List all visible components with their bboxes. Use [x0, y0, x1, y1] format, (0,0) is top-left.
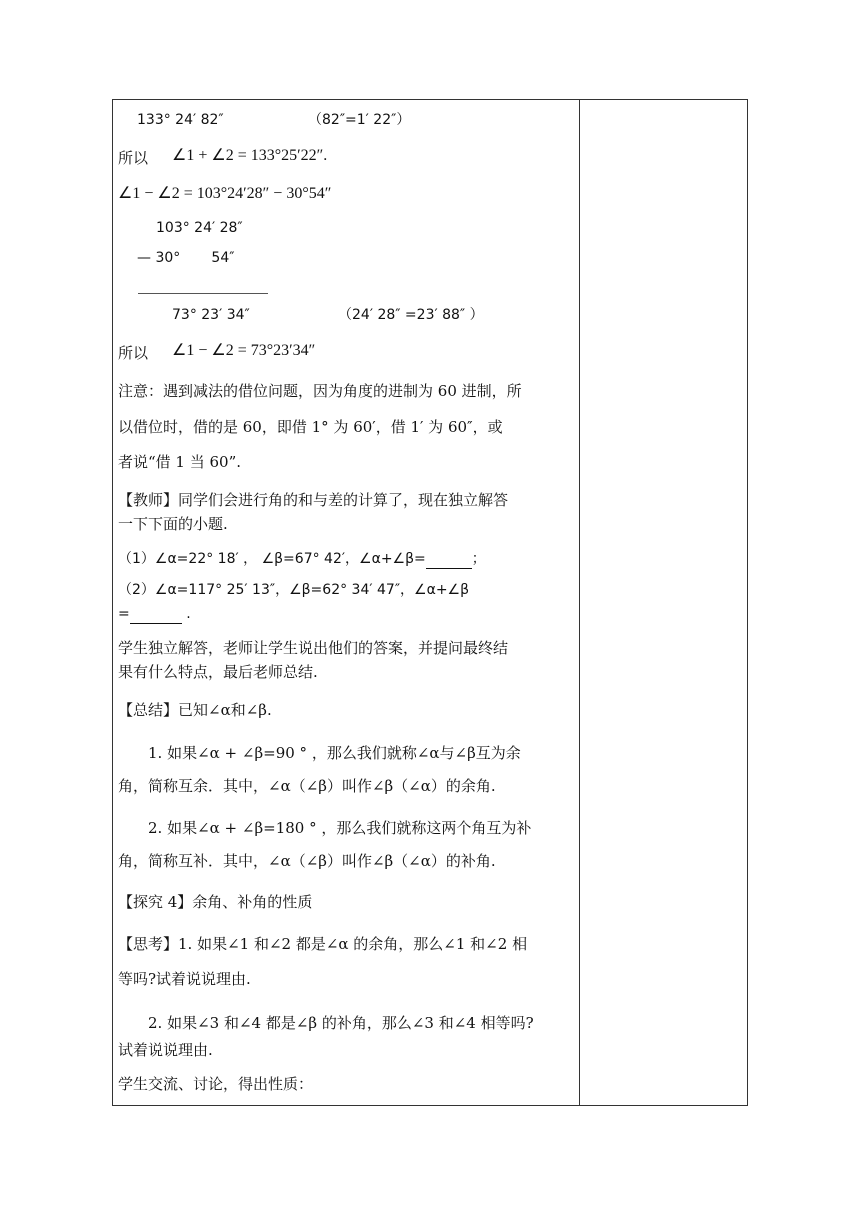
addition-partial-result: 133° 24′ 82″ [137, 112, 224, 128]
exercise-1: （1）∠α=22° 18′ ， ∠β=67° 42′，∠α+∠β= ； [118, 551, 486, 567]
exchange-line: 学生交流、讨论，得出性质： [118, 1075, 314, 1093]
think-q2-line-1: 2. 如果∠3 和∠4 都是∠β 的补角，那么∠3 和∠4 相等吗? [148, 1014, 534, 1032]
summary-p1-line-2: 角，简称互余．其中，∠α（∠β）叫作∠β（∠α）的余角. [118, 777, 496, 795]
exercise-2-answer: = . [118, 606, 191, 622]
teacher-line-2: 一下下面的小题. [118, 515, 228, 533]
borrow-note: （24′ 28″ =23′ 88″ ） [338, 307, 484, 323]
notice-line-1: 注意：遇到减法的借位问题，因为角度的进制为 60 进制，所 [118, 382, 522, 400]
summary-p2-line-2: 角，简称互补．其中，∠α（∠β）叫作∠β（∠α）的补角. [118, 852, 496, 870]
summary-p2-line-1: 2. 如果∠α + ∠β=180 ° ，那么我们就称这两个角互为补 [148, 819, 532, 837]
summary-p1-line-1: 1. 如果∠α + ∠β=90 ° ，那么我们就称∠α与∠β互为余 [148, 744, 521, 762]
notice-line-3: 者说“借 1 当 60”. [118, 453, 242, 471]
subtraction-result-row: 73° 23′ 34″ [172, 307, 250, 323]
so-label-2: 所以 [118, 344, 149, 362]
subtraction-row-1: 103° 24′ 28″ [156, 220, 243, 236]
exercise-2: （2）∠α=117° 25′ 13″，∠β=62° 34′ 47″，∠α+∠β [118, 582, 470, 598]
subtraction-result: ∠1 − ∠2 = 73°23′34″ [172, 342, 316, 359]
answer-blank-2 [130, 607, 182, 624]
notice-line-2: 以借位时，借的是 60，即借 1° 为 60′，借 1′ 为 60″，或 [118, 418, 503, 436]
addition-result: ∠1 + ∠2 = 133°25′22″. [172, 147, 328, 164]
subtraction-row-2: — 30° 54″ [137, 250, 235, 266]
think-line-1: 【思考】1. 如果∠1 和∠2 都是∠α 的余角，那么∠1 和∠2 相 [118, 935, 528, 953]
think-line-2: 等吗?试着说说理由. [118, 970, 251, 988]
teacher-line-1: 【教师】同学们会进行角的和与差的计算了，现在独立解答 [118, 491, 509, 509]
summary-title: 【总结】已知∠α和∠β. [118, 701, 272, 719]
so-label: 所以 [118, 149, 149, 167]
subtraction-expression: ∠1 − ∠2 = 103°24′28″ − 30°54″ [118, 185, 332, 202]
answer-blank-1 [426, 552, 472, 569]
column-divider [579, 100, 580, 1105]
students-line-1: 学生独立解答，老师让学生说出他们的答案，并提问最终结 [118, 639, 509, 657]
students-line-2: 果有什么特点，最后老师总结. [118, 663, 318, 681]
subtraction-rule [138, 293, 268, 294]
think-q2-line-2: 试着说说理由. [118, 1041, 213, 1059]
explore-title: 【探究 4】余角、补角的性质 [118, 893, 313, 911]
carry-note: （82″=1′ 22″） [308, 112, 411, 128]
